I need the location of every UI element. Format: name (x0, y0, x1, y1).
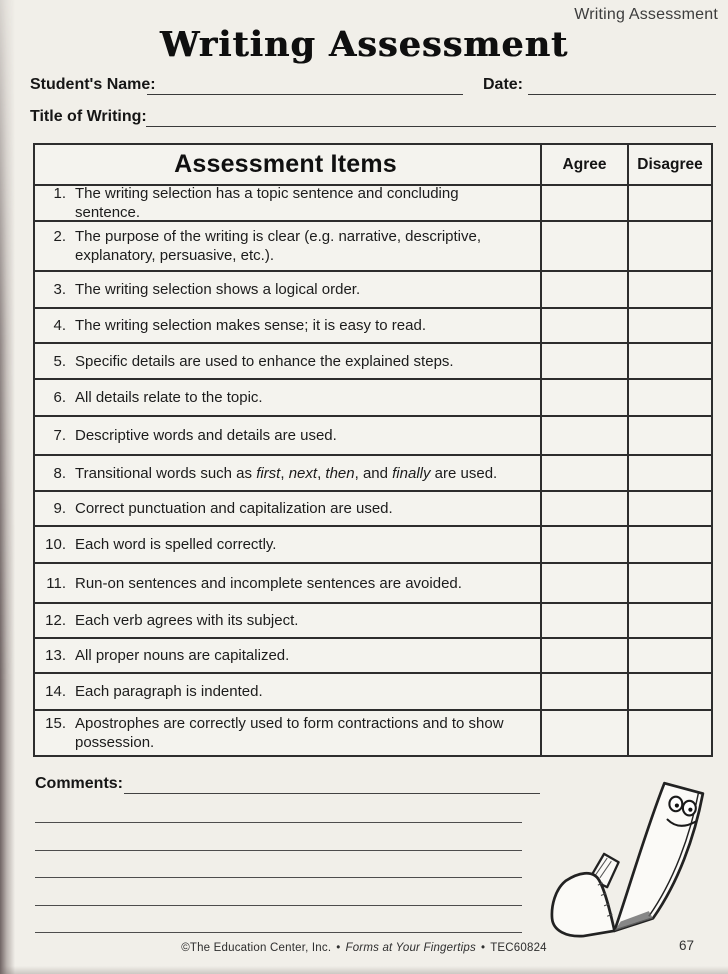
comments-ruled-line[interactable] (35, 931, 522, 933)
assessment-row-5 (35, 342, 711, 378)
item-number: 7. (53, 427, 66, 444)
item-cell (35, 639, 540, 672)
assessment-row-11 (35, 562, 711, 602)
column-header-disagree: Disagree (627, 145, 711, 184)
item-text: Each verb agrees with its subject. (75, 612, 299, 629)
footer-separator: • (336, 942, 341, 954)
disagree-answer-cell[interactable] (627, 456, 711, 490)
item-number: 13. (45, 647, 66, 664)
scan-shadow-left-edge (0, 0, 15, 974)
column-header-items: Assessment Items (174, 150, 397, 178)
item-cell (35, 417, 540, 454)
disagree-answer-cell[interactable] (627, 417, 711, 454)
title-of-writing-label: Title of Writing: (30, 108, 147, 125)
agree-answer-cell[interactable] (540, 674, 627, 709)
item-text: Run-on sentences and incomplete sentences are avoided. (75, 574, 462, 592)
column-header-agree: Agree (540, 145, 627, 184)
item-number: 10. (45, 536, 66, 553)
item-cell (35, 492, 540, 525)
item-text: Apostrophes are correctly used to form contractions and to show possession. (75, 715, 504, 751)
footer-credit (0, 942, 728, 954)
disagree-answer-cell[interactable] (627, 604, 711, 637)
agree-answer-cell[interactable] (540, 711, 627, 755)
page-number: 67 (678, 938, 694, 953)
comments-ruled-line[interactable] (35, 904, 522, 906)
item-text: The purpose of the writing is clear (e.g. narrative, descriptive, explanatory, persuasive, etc.). (75, 228, 482, 264)
agree-answer-cell[interactable] (540, 222, 627, 270)
comments-label: Comments: (35, 775, 124, 792)
item-number: 14. (45, 683, 66, 700)
disagree-answer-cell[interactable] (627, 186, 711, 220)
checkmark-mascot-illustration (550, 772, 706, 942)
item-text: Each paragraph is indented. (75, 683, 263, 700)
item-number: 4. (53, 317, 66, 334)
item-text: Descriptive words and details are used. (75, 427, 337, 444)
item-cell (35, 564, 540, 602)
item-cell (35, 272, 540, 307)
disagree-answer-cell[interactable] (627, 527, 711, 562)
page-header-label: Writing Assessment (574, 6, 718, 23)
disagree-answer-cell[interactable] (627, 639, 711, 672)
item-number: 12. (45, 612, 66, 629)
item-number: 8. (53, 464, 66, 482)
item-number: 6. (53, 389, 66, 406)
agree-answer-cell[interactable] (540, 492, 627, 525)
comments-ruled-line[interactable] (35, 821, 522, 823)
assessment-row-1 (35, 184, 711, 220)
disagree-answer-cell[interactable] (627, 492, 711, 525)
assessment-row-13 (35, 637, 711, 672)
item-text: Specific details are used to enhance the explained steps. (75, 352, 454, 370)
item-cell (35, 222, 540, 270)
agree-answer-cell[interactable] (540, 186, 627, 220)
date-label: Date: (483, 76, 524, 93)
assessment-row-4 (35, 307, 711, 342)
assessment-row-9 (35, 490, 711, 525)
student-name-label: Student's Name: (30, 76, 156, 93)
item-number: 9. (53, 500, 66, 517)
item-text: The writing selection shows a logical order. (75, 281, 361, 298)
assessment-row-15 (35, 709, 711, 755)
assessment-row-7 (35, 415, 711, 454)
date-field[interactable] (528, 77, 716, 95)
assessment-row-14 (35, 672, 711, 709)
assessment-row-8 (35, 454, 711, 490)
item-number: 2. (53, 228, 66, 245)
disagree-answer-cell[interactable] (627, 222, 711, 270)
item-cell (35, 711, 540, 755)
agree-answer-cell[interactable] (540, 564, 627, 602)
item-number: 3. (53, 281, 66, 298)
item-cell (35, 674, 540, 709)
item-number: 1. (53, 185, 66, 202)
disagree-answer-cell[interactable] (627, 344, 711, 378)
agree-answer-cell[interactable] (540, 527, 627, 562)
footer-separator: • (480, 942, 486, 954)
item-text: The writing selection has a topic sentence and concluding sentence. (75, 185, 459, 221)
agree-answer-cell[interactable] (540, 272, 627, 307)
comments-ruled-line[interactable] (35, 849, 522, 851)
agree-answer-cell[interactable] (540, 456, 627, 490)
comments-ruled-line[interactable] (35, 876, 522, 878)
agree-answer-cell[interactable] (540, 639, 627, 672)
disagree-answer-cell[interactable] (627, 564, 711, 602)
item-text: All proper nouns are capitalized. (75, 647, 290, 664)
item-text: Each word is spelled correctly. (75, 536, 277, 553)
assessment-row-2 (35, 220, 711, 270)
disagree-answer-cell[interactable] (627, 711, 711, 755)
assessment-table (33, 143, 713, 757)
assessment-row-12 (35, 602, 711, 637)
assessment-row-10 (35, 525, 711, 562)
disagree-answer-cell[interactable] (627, 674, 711, 709)
comments-field[interactable] (124, 776, 540, 794)
item-number: 5. (53, 352, 66, 370)
agree-answer-cell[interactable] (540, 417, 627, 454)
item-number: 15. (45, 715, 66, 732)
item-number: 11. (46, 574, 66, 592)
disagree-answer-cell[interactable] (627, 309, 711, 342)
footer-part: TEC60824 (490, 942, 547, 954)
item-cell (35, 309, 540, 342)
item-text: The writing selection makes sense; it is easy to read. (75, 317, 426, 334)
footer-part: Forms at Your Fingertips (345, 942, 476, 954)
title-of-writing-field[interactable] (146, 109, 716, 127)
item-cell (35, 186, 540, 220)
item-cell (35, 344, 540, 378)
student-name-field[interactable] (147, 77, 463, 95)
agree-answer-cell[interactable] (540, 380, 627, 415)
agree-answer-cell[interactable] (540, 604, 627, 637)
item-text: All details relate to the topic. (75, 389, 263, 406)
assessment-row-3 (35, 270, 711, 307)
item-cell (35, 604, 540, 637)
agree-answer-cell[interactable] (540, 309, 627, 342)
agree-answer-cell[interactable] (540, 344, 627, 378)
scan-shadow-bottom-edge (0, 966, 728, 974)
item-cell (35, 380, 540, 415)
item-cell (35, 527, 540, 562)
item-text: Transitional words such as first, next, then, and finally are used. (75, 464, 498, 482)
assessment-table-header (35, 145, 711, 184)
disagree-answer-cell[interactable] (627, 380, 711, 415)
footer-part: ©The Education Center, Inc. (181, 942, 332, 954)
page-title: Writing Assessment (159, 24, 569, 65)
assessment-row-6 (35, 378, 711, 415)
item-text: Correct punctuation and capitalization are used. (75, 500, 393, 517)
item-cell (35, 456, 540, 490)
disagree-answer-cell[interactable] (627, 272, 711, 307)
